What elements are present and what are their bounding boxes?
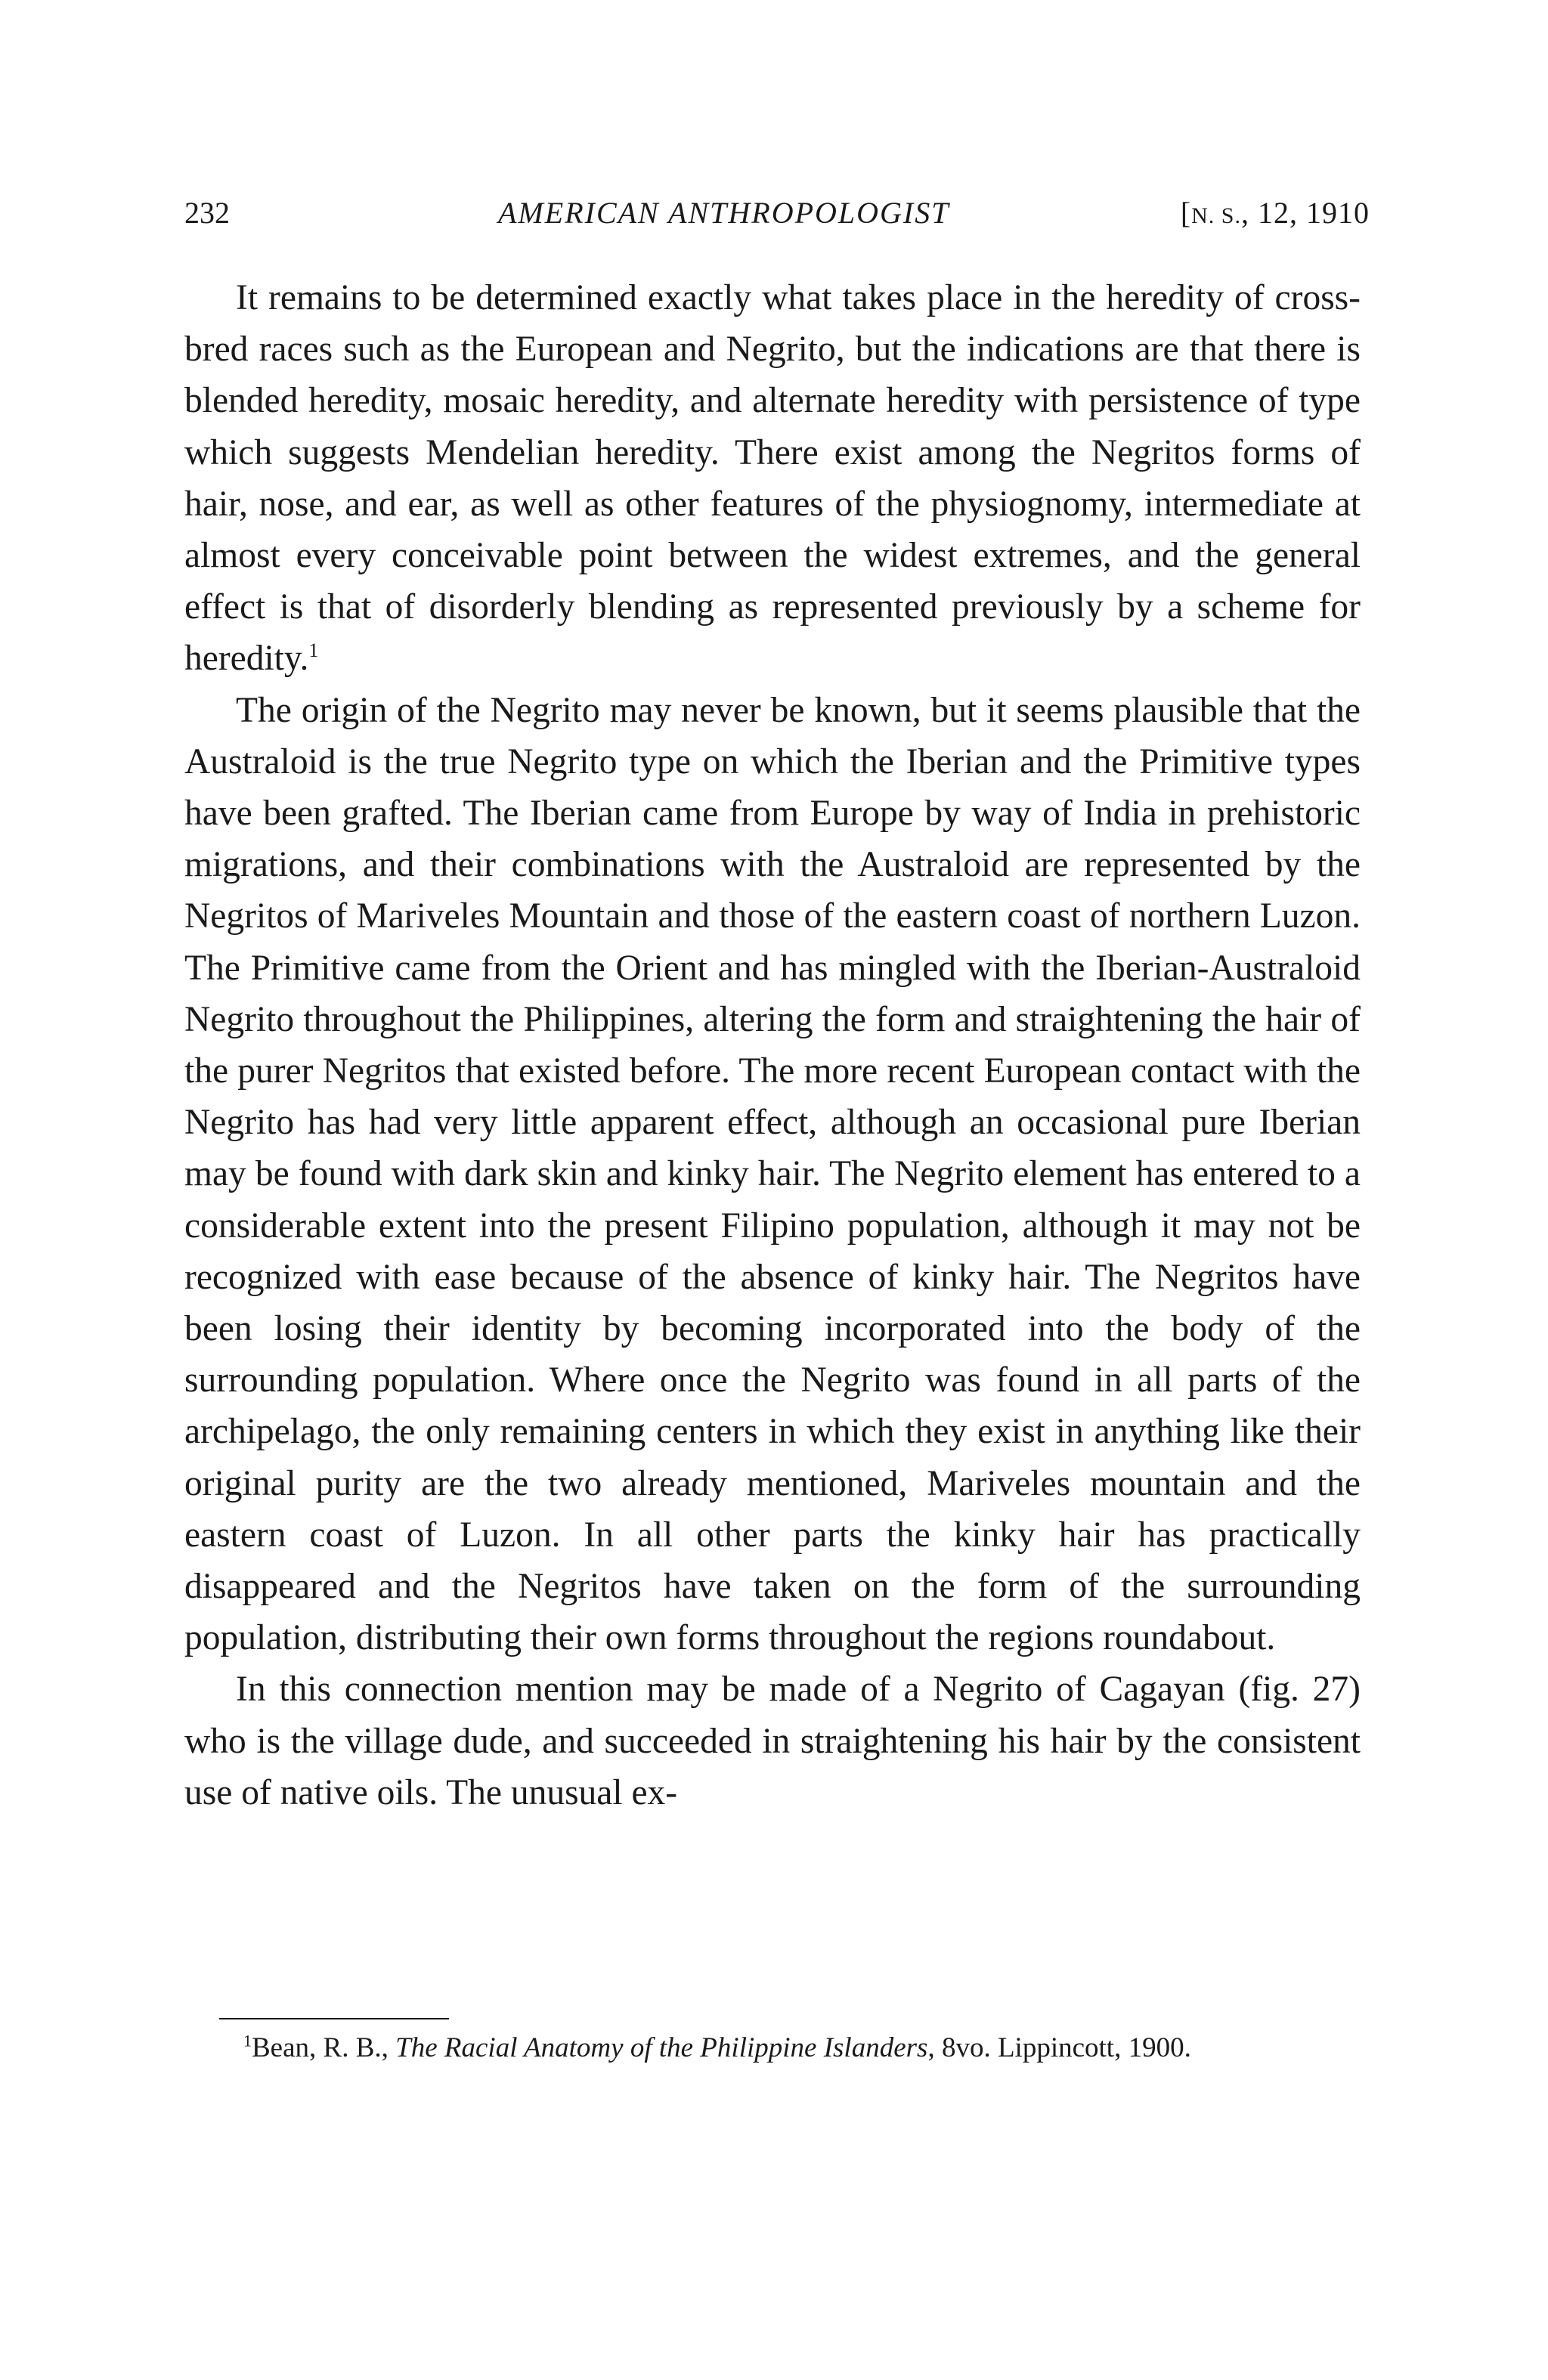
- footnote-title: The Racial Anatomy of the Philippine Islanders: [395, 2032, 928, 2063]
- paragraph-origin: [184, 685, 1361, 1664]
- footnote-rule: [219, 2018, 449, 2019]
- footnote-reference: 1: [308, 639, 319, 662]
- running-head: [184, 195, 1370, 240]
- volume-bracket: [: [1180, 196, 1192, 230]
- footnote-author: Bean, R. B.,: [252, 2032, 396, 2063]
- paragraph-text: The origin of the Negrito may never be known, but it seems plausible that the Australoid is the true Negrito type on which the Iberian and the Primitive types have been grafted. The Iberian came from Europe by way of India in prehistoric migrations, and their combinations with the Australoid are represented by the Negritos of Mariveles Mountain and those of the eastern coast of northern Luzon. The Primitive came from the Orient and has mingled with the Iberian-Australoid Negrito throughout the Philippines, altering the form and straightening the hair of the purer Negritos that existed before. The more recent European contact with the Negrito has had very little apparent effect, although an occasional pure Iberian may be found with dark skin and kinky hair. The Negrito element has entered to a considerable extent into the present Filipino population, although it may not be recognized with ease because of the absence of kinky hair. The Negritos have been losing their identity by becoming incorporated into the body of the surrounding population. Where once the Negrito was found in all parts of the archipelago, the only remaining centers in which they exist in anything like their original purity are the two already mentioned, Mariveles mountain and the eastern coast of Luzon. In all other parts the kinky hair has practically disappeared and the Negritos have taken on the form of the surrounding population, distributing their own forms throughout the regions roundabout.: [184, 690, 1361, 1658]
- footnotes: [184, 2029, 1361, 2068]
- volume-number-year: , 12, 1910: [1241, 196, 1370, 230]
- journal-title: AMERICAN ANTHROPOLOGIST: [498, 196, 950, 230]
- paragraph-connection: [184, 1664, 1361, 1818]
- footnote-1: [184, 2029, 1361, 2068]
- page-number: 232: [184, 196, 230, 230]
- footnote-mark: 1: [243, 2031, 252, 2050]
- body-text: [184, 272, 1361, 1818]
- paragraph-text: It remains to be determined exactly what takes place in the heredity of cross-bred races such as the European and Negrito, but the indications are that there is blended heredity, mosaic heredity, and alternate heredity with persistence of type which suggests Mendelian heredity. There exist among the Negritos forms of hair, nose, and ear, as well as other features of the physiognomy, intermediate at almost every conceivable point between the widest extremes, and the general effect is that of disorderly blending as represented previously by a scheme for heredity.: [184, 278, 1361, 679]
- paragraph-text: In this connection mention may be made of a Negrito of Cagayan (fig. 27) who is the village dude, and succeeded in straightening his hair by the consistent use of native oils. The unusual ex-: [184, 1670, 1361, 1812]
- footnote-publication: , 8vo. Lippincott, 1900.: [927, 2032, 1191, 2063]
- volume-series: N. S.: [1191, 203, 1241, 228]
- volume-info: [1181, 195, 1370, 231]
- paragraph-heredity: [184, 272, 1361, 685]
